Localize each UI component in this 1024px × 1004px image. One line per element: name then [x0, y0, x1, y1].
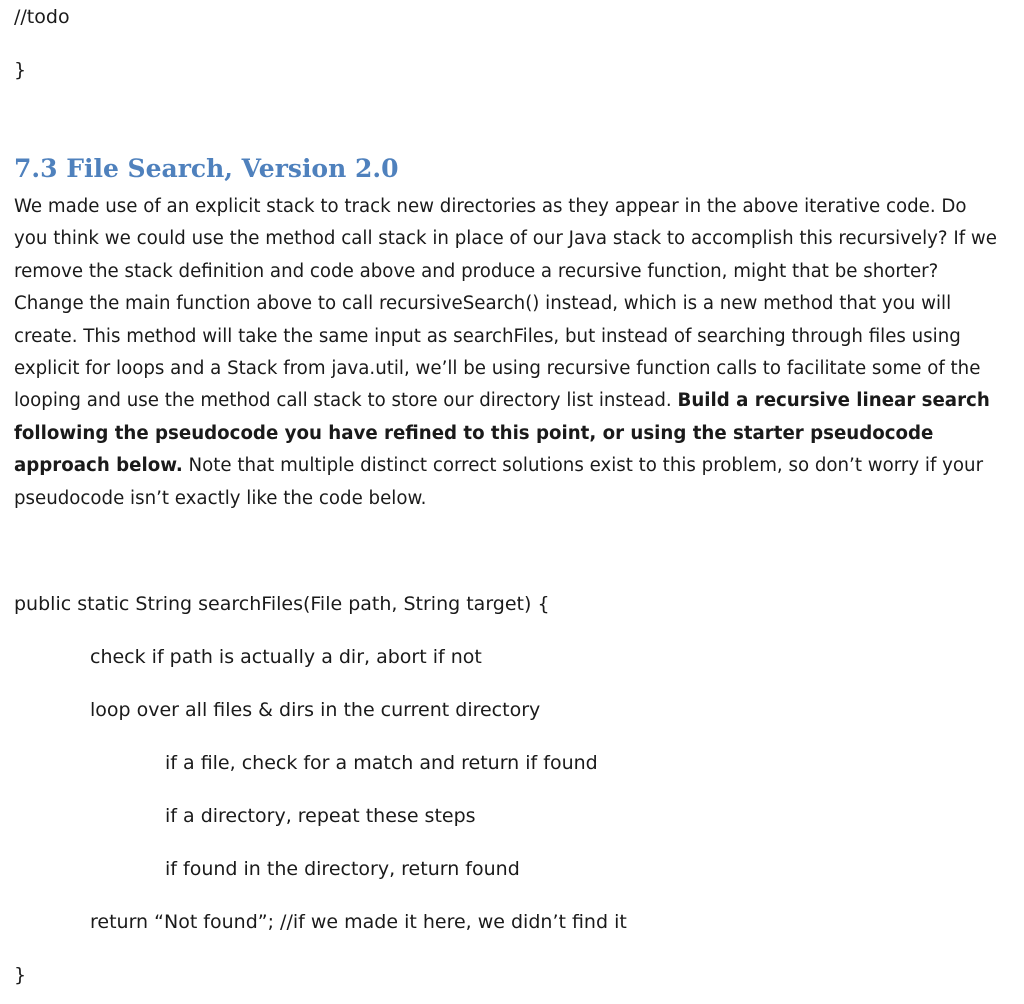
- paragraph-text-1: We made use of an explicit stack to track new directories as they appear in the above iterative code. Do you think we could use the method call stack in place of our Java stack to accomplish this recursively? If we remove the stack definition and code above and produce a recursive function, might that be shorter? Change the main function above to call recursiveSearch() instead, which is a new method that you will create. This method will take the same input as searchFiles, but instead of searching through files using explicit for loops and a Stack from java.util, we’ll be using recursive function calls to facilitate some of the looping and use the method call stack to store our directory list instead.: [14, 196, 997, 412]
- paragraph-bold-instruction: Build a recursive linear search following the pseudocode you have refined to this point, or using the starter pseudocode approach below.: [14, 390, 990, 477]
- paragraph-text-2: Note that multiple distinct correct solutions exist to this problem, so don’t worry if your pseudocode isn’t exactly like the code below.: [14, 455, 984, 509]
- closing-brace-top: }: [14, 59, 27, 81]
- pseudocode-line: if a directory, repeat these steps: [165, 805, 476, 827]
- pseudocode-line: if a file, check for a match and return if found: [165, 752, 598, 774]
- body-paragraph: [14, 191, 1004, 515]
- pseudocode-line: return “Not found”; //if we made it here, we didn’t find it: [90, 911, 627, 933]
- method-signature: public static String searchFiles(File path, String target) {: [14, 593, 550, 615]
- pseudocode-line: check if path is actually a dir, abort if not: [90, 646, 482, 668]
- pseudocode-line: if found in the directory, return found: [165, 858, 520, 880]
- closing-brace-bottom: }: [14, 964, 27, 986]
- todo-comment: //todo: [14, 6, 70, 28]
- section-heading: 7.3 File Search, Version 2.0: [14, 154, 399, 183]
- pseudocode-line: loop over all files & dirs in the current directory: [90, 699, 541, 721]
